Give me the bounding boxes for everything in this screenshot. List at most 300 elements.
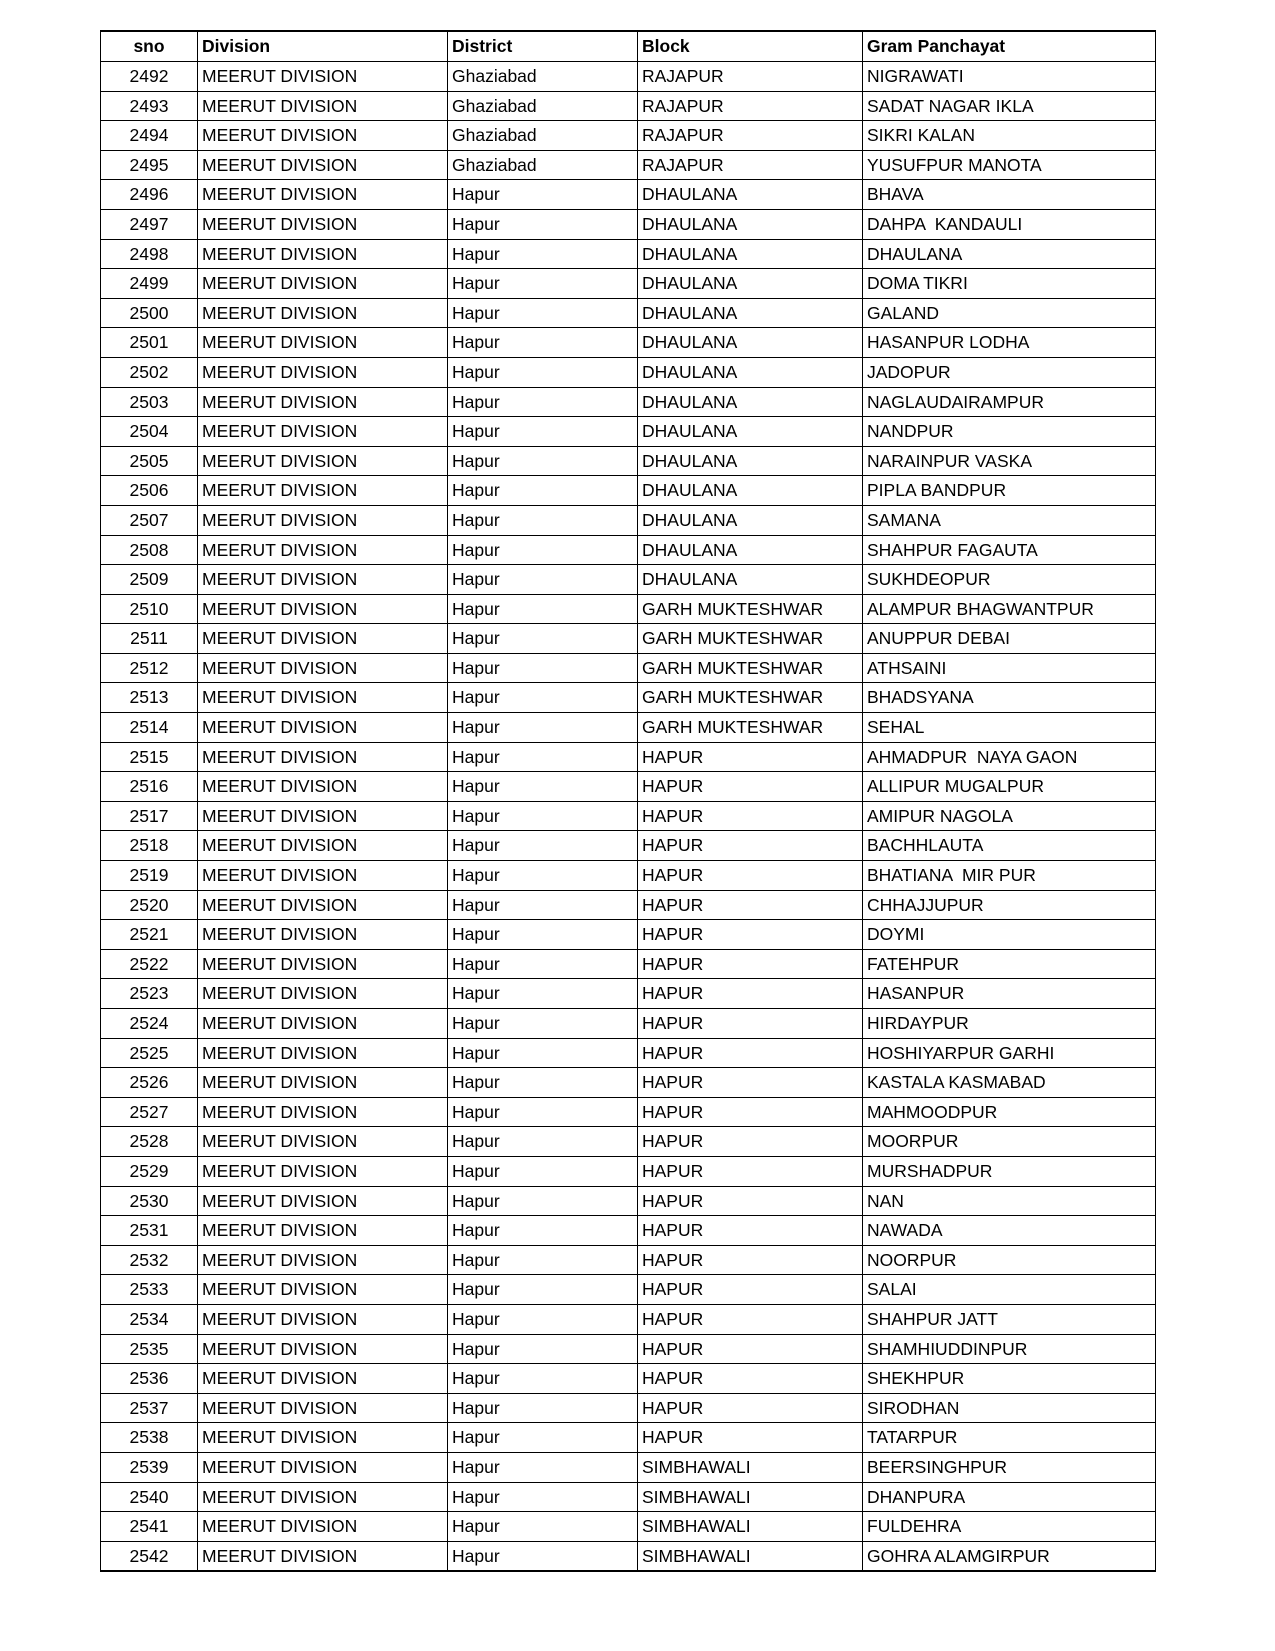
cell-gram-panchayat: GALAND bbox=[863, 298, 1156, 328]
cell-gram-panchayat: DHANPURA bbox=[863, 1482, 1156, 1512]
cell-sno: 2528 bbox=[101, 1127, 198, 1157]
cell-division: MEERUT DIVISION bbox=[198, 328, 448, 358]
cell-block: DHAULANA bbox=[638, 476, 863, 506]
cell-gram-panchayat: MAHMOODPUR bbox=[863, 1097, 1156, 1127]
cell-district: Hapur bbox=[448, 1127, 638, 1157]
cell-division: MEERUT DIVISION bbox=[198, 1482, 448, 1512]
cell-division: MEERUT DIVISION bbox=[198, 772, 448, 802]
table-row bbox=[101, 1245, 1156, 1275]
cell-division: MEERUT DIVISION bbox=[198, 535, 448, 565]
cell-district: Hapur bbox=[448, 180, 638, 210]
cell-sno: 2509 bbox=[101, 565, 198, 595]
cell-sno: 2514 bbox=[101, 713, 198, 743]
cell-sno: 2506 bbox=[101, 476, 198, 506]
cell-gram-panchayat: BACHHLAUTA bbox=[863, 831, 1156, 861]
cell-district: Hapur bbox=[448, 1156, 638, 1186]
column-header-gram-panchayat: Gram Panchayat bbox=[863, 31, 1156, 62]
cell-sno: 2511 bbox=[101, 624, 198, 654]
cell-division: MEERUT DIVISION bbox=[198, 890, 448, 920]
cell-gram-panchayat: ANUPPUR DEBAI bbox=[863, 624, 1156, 654]
cell-sno: 2523 bbox=[101, 979, 198, 1009]
cell-division: MEERUT DIVISION bbox=[198, 979, 448, 1009]
cell-gram-panchayat: NAN bbox=[863, 1186, 1156, 1216]
cell-district: Hapur bbox=[448, 594, 638, 624]
cell-block: RAJAPUR bbox=[638, 62, 863, 92]
column-header-sno: sno bbox=[101, 31, 198, 62]
cell-gram-panchayat: BEERSINGHPUR bbox=[863, 1452, 1156, 1482]
cell-block: SIMBHAWALI bbox=[638, 1452, 863, 1482]
table-row bbox=[101, 209, 1156, 239]
cell-sno: 2515 bbox=[101, 742, 198, 772]
table-row bbox=[101, 1304, 1156, 1334]
cell-division: MEERUT DIVISION bbox=[198, 1156, 448, 1186]
cell-district: Hapur bbox=[448, 920, 638, 950]
cell-district: Hapur bbox=[448, 949, 638, 979]
cell-block: HAPUR bbox=[638, 1009, 863, 1039]
table-row bbox=[101, 861, 1156, 891]
cell-district: Ghaziabad bbox=[448, 91, 638, 121]
cell-block: SIMBHAWALI bbox=[638, 1541, 863, 1571]
cell-sno: 2492 bbox=[101, 62, 198, 92]
column-header-block: Block bbox=[638, 31, 863, 62]
cell-block: HAPUR bbox=[638, 1245, 863, 1275]
cell-block: DHAULANA bbox=[638, 417, 863, 447]
table-row bbox=[101, 357, 1156, 387]
cell-sno: 2538 bbox=[101, 1423, 198, 1453]
cell-sno: 2521 bbox=[101, 920, 198, 950]
table-row bbox=[101, 180, 1156, 210]
cell-gram-panchayat: BHAVA bbox=[863, 180, 1156, 210]
table-header-row bbox=[101, 31, 1156, 62]
cell-division: MEERUT DIVISION bbox=[198, 653, 448, 683]
cell-gram-panchayat: PIPLA BANDPUR bbox=[863, 476, 1156, 506]
cell-sno: 2522 bbox=[101, 949, 198, 979]
cell-gram-panchayat: TATARPUR bbox=[863, 1423, 1156, 1453]
table-body bbox=[101, 62, 1156, 1572]
cell-gram-panchayat: MOORPUR bbox=[863, 1127, 1156, 1157]
cell-division: MEERUT DIVISION bbox=[198, 446, 448, 476]
cell-block: DHAULANA bbox=[638, 565, 863, 595]
cell-district: Hapur bbox=[448, 801, 638, 831]
cell-division: MEERUT DIVISION bbox=[198, 683, 448, 713]
cell-division: MEERUT DIVISION bbox=[198, 1009, 448, 1039]
table-row bbox=[101, 624, 1156, 654]
cell-gram-panchayat: SUKHDEOPUR bbox=[863, 565, 1156, 595]
cell-gram-panchayat: SADAT NAGAR IKLA bbox=[863, 91, 1156, 121]
table-row bbox=[101, 772, 1156, 802]
cell-district: Hapur bbox=[448, 417, 638, 447]
cell-gram-panchayat: SIRODHAN bbox=[863, 1393, 1156, 1423]
cell-sno: 2493 bbox=[101, 91, 198, 121]
cell-sno: 2503 bbox=[101, 387, 198, 417]
cell-division: MEERUT DIVISION bbox=[198, 1452, 448, 1482]
cell-district: Hapur bbox=[448, 298, 638, 328]
cell-block: DHAULANA bbox=[638, 239, 863, 269]
table-row bbox=[101, 1452, 1156, 1482]
cell-division: MEERUT DIVISION bbox=[198, 565, 448, 595]
cell-block: DHAULANA bbox=[638, 298, 863, 328]
table-row bbox=[101, 920, 1156, 950]
cell-division: MEERUT DIVISION bbox=[198, 62, 448, 92]
cell-division: MEERUT DIVISION bbox=[198, 1068, 448, 1098]
cell-division: MEERUT DIVISION bbox=[198, 742, 448, 772]
table-row bbox=[101, 505, 1156, 535]
cell-block: HAPUR bbox=[638, 920, 863, 950]
cell-sno: 2516 bbox=[101, 772, 198, 802]
table-row bbox=[101, 121, 1156, 151]
table-row bbox=[101, 91, 1156, 121]
table-row bbox=[101, 298, 1156, 328]
cell-block: GARH MUKTESHWAR bbox=[638, 653, 863, 683]
cell-district: Hapur bbox=[448, 1393, 638, 1423]
cell-district: Hapur bbox=[448, 1364, 638, 1394]
table-row bbox=[101, 62, 1156, 92]
cell-gram-panchayat: SEHAL bbox=[863, 713, 1156, 743]
cell-gram-panchayat: NAWADA bbox=[863, 1216, 1156, 1246]
cell-block: HAPUR bbox=[638, 1275, 863, 1305]
table-row bbox=[101, 269, 1156, 299]
cell-block: SIMBHAWALI bbox=[638, 1512, 863, 1542]
cell-gram-panchayat: YUSUFPUR MANOTA bbox=[863, 150, 1156, 180]
cell-district: Hapur bbox=[448, 979, 638, 1009]
cell-district: Hapur bbox=[448, 269, 638, 299]
cell-sno: 2539 bbox=[101, 1452, 198, 1482]
cell-block: HAPUR bbox=[638, 1304, 863, 1334]
cell-district: Ghaziabad bbox=[448, 121, 638, 151]
cell-district: Hapur bbox=[448, 446, 638, 476]
table-row bbox=[101, 1068, 1156, 1098]
cell-gram-panchayat: SHAMHIUDDINPUR bbox=[863, 1334, 1156, 1364]
cell-division: MEERUT DIVISION bbox=[198, 920, 448, 950]
cell-district: Hapur bbox=[448, 1245, 638, 1275]
cell-division: MEERUT DIVISION bbox=[198, 1364, 448, 1394]
cell-district: Hapur bbox=[448, 1038, 638, 1068]
cell-sno: 2540 bbox=[101, 1482, 198, 1512]
cell-sno: 2498 bbox=[101, 239, 198, 269]
cell-block: HAPUR bbox=[638, 1068, 863, 1098]
cell-block: DHAULANA bbox=[638, 535, 863, 565]
cell-block: HAPUR bbox=[638, 1038, 863, 1068]
cell-district: Ghaziabad bbox=[448, 150, 638, 180]
cell-block: HAPUR bbox=[638, 890, 863, 920]
cell-sno: 2535 bbox=[101, 1334, 198, 1364]
cell-division: MEERUT DIVISION bbox=[198, 1216, 448, 1246]
cell-division: MEERUT DIVISION bbox=[198, 594, 448, 624]
cell-gram-panchayat: HIRDAYPUR bbox=[863, 1009, 1156, 1039]
cell-division: MEERUT DIVISION bbox=[198, 1393, 448, 1423]
cell-sno: 2520 bbox=[101, 890, 198, 920]
cell-block: DHAULANA bbox=[638, 387, 863, 417]
table-row bbox=[101, 476, 1156, 506]
cell-division: MEERUT DIVISION bbox=[198, 1334, 448, 1364]
table-row bbox=[101, 1334, 1156, 1364]
table-row bbox=[101, 150, 1156, 180]
table-row bbox=[101, 949, 1156, 979]
cell-gram-panchayat: NAGLAUDAIRAMPUR bbox=[863, 387, 1156, 417]
cell-district: Hapur bbox=[448, 565, 638, 595]
cell-gram-panchayat: NANDPUR bbox=[863, 417, 1156, 447]
cell-sno: 2500 bbox=[101, 298, 198, 328]
cell-district: Hapur bbox=[448, 209, 638, 239]
cell-sno: 2502 bbox=[101, 357, 198, 387]
cell-sno: 2530 bbox=[101, 1186, 198, 1216]
cell-block: DHAULANA bbox=[638, 180, 863, 210]
cell-district: Hapur bbox=[448, 1216, 638, 1246]
table-row bbox=[101, 1364, 1156, 1394]
cell-block: RAJAPUR bbox=[638, 150, 863, 180]
cell-division: MEERUT DIVISION bbox=[198, 1097, 448, 1127]
cell-gram-panchayat: SHAHPUR JATT bbox=[863, 1304, 1156, 1334]
cell-district: Hapur bbox=[448, 1068, 638, 1098]
table-row bbox=[101, 1186, 1156, 1216]
table-row bbox=[101, 683, 1156, 713]
table-row bbox=[101, 1216, 1156, 1246]
table-row bbox=[101, 801, 1156, 831]
cell-gram-panchayat: ALLIPUR MUGALPUR bbox=[863, 772, 1156, 802]
table-row bbox=[101, 890, 1156, 920]
cell-gram-panchayat: BHADSYANA bbox=[863, 683, 1156, 713]
cell-gram-panchayat: SALAI bbox=[863, 1275, 1156, 1305]
cell-district: Hapur bbox=[448, 624, 638, 654]
cell-district: Hapur bbox=[448, 1304, 638, 1334]
table-row bbox=[101, 979, 1156, 1009]
cell-sno: 2533 bbox=[101, 1275, 198, 1305]
cell-block: HAPUR bbox=[638, 861, 863, 891]
cell-gram-panchayat: SAMANA bbox=[863, 505, 1156, 535]
cell-division: MEERUT DIVISION bbox=[198, 298, 448, 328]
cell-block: DHAULANA bbox=[638, 446, 863, 476]
cell-division: MEERUT DIVISION bbox=[198, 801, 448, 831]
cell-district: Hapur bbox=[448, 535, 638, 565]
cell-block: DHAULANA bbox=[638, 357, 863, 387]
table-header bbox=[101, 31, 1156, 62]
cell-gram-panchayat: DOMA TIKRI bbox=[863, 269, 1156, 299]
cell-block: DHAULANA bbox=[638, 209, 863, 239]
cell-gram-panchayat: FATEHPUR bbox=[863, 949, 1156, 979]
table-row bbox=[101, 1009, 1156, 1039]
cell-sno: 2534 bbox=[101, 1304, 198, 1334]
cell-gram-panchayat: NIGRAWATI bbox=[863, 62, 1156, 92]
column-header-district: District bbox=[448, 31, 638, 62]
cell-sno: 2537 bbox=[101, 1393, 198, 1423]
cell-gram-panchayat: CHHAJJUPUR bbox=[863, 890, 1156, 920]
cell-sno: 2531 bbox=[101, 1216, 198, 1246]
cell-district: Hapur bbox=[448, 1334, 638, 1364]
cell-district: Hapur bbox=[448, 1452, 638, 1482]
cell-district: Hapur bbox=[448, 387, 638, 417]
cell-division: MEERUT DIVISION bbox=[198, 357, 448, 387]
cell-division: MEERUT DIVISION bbox=[198, 505, 448, 535]
cell-gram-panchayat: GOHRA ALAMGIRPUR bbox=[863, 1541, 1156, 1571]
cell-block: HAPUR bbox=[638, 1097, 863, 1127]
cell-division: MEERUT DIVISION bbox=[198, 713, 448, 743]
cell-division: MEERUT DIVISION bbox=[198, 1245, 448, 1275]
cell-sno: 2525 bbox=[101, 1038, 198, 1068]
cell-sno: 2510 bbox=[101, 594, 198, 624]
cell-district: Hapur bbox=[448, 683, 638, 713]
cell-district: Hapur bbox=[448, 653, 638, 683]
cell-sno: 2508 bbox=[101, 535, 198, 565]
cell-gram-panchayat: SHEKHPUR bbox=[863, 1364, 1156, 1394]
cell-division: MEERUT DIVISION bbox=[198, 91, 448, 121]
cell-sno: 2527 bbox=[101, 1097, 198, 1127]
cell-district: Hapur bbox=[448, 239, 638, 269]
cell-sno: 2513 bbox=[101, 683, 198, 713]
cell-district: Hapur bbox=[448, 1541, 638, 1571]
cell-gram-panchayat: HASANPUR bbox=[863, 979, 1156, 1009]
cell-district: Hapur bbox=[448, 1512, 638, 1542]
cell-block: RAJAPUR bbox=[638, 91, 863, 121]
cell-district: Hapur bbox=[448, 1097, 638, 1127]
cell-gram-panchayat: NOORPUR bbox=[863, 1245, 1156, 1275]
table-row bbox=[101, 1127, 1156, 1157]
table-row bbox=[101, 1482, 1156, 1512]
cell-gram-panchayat: HOSHIYARPUR GARHI bbox=[863, 1038, 1156, 1068]
cell-block: HAPUR bbox=[638, 801, 863, 831]
cell-district: Hapur bbox=[448, 328, 638, 358]
cell-block: SIMBHAWALI bbox=[638, 1482, 863, 1512]
cell-district: Hapur bbox=[448, 1423, 638, 1453]
cell-district: Hapur bbox=[448, 1009, 638, 1039]
cell-gram-panchayat: ALAMPUR BHAGWANTPUR bbox=[863, 594, 1156, 624]
cell-block: HAPUR bbox=[638, 1334, 863, 1364]
cell-block: GARH MUKTESHWAR bbox=[638, 594, 863, 624]
cell-gram-panchayat: ATHSAINI bbox=[863, 653, 1156, 683]
cell-sno: 2496 bbox=[101, 180, 198, 210]
gram-panchayat-table bbox=[100, 30, 1156, 1572]
cell-gram-panchayat: DHAULANA bbox=[863, 239, 1156, 269]
cell-gram-panchayat: AHMADPUR NAYA GAON bbox=[863, 742, 1156, 772]
cell-division: MEERUT DIVISION bbox=[198, 269, 448, 299]
cell-district: Hapur bbox=[448, 772, 638, 802]
cell-block: HAPUR bbox=[638, 1186, 863, 1216]
cell-division: MEERUT DIVISION bbox=[198, 239, 448, 269]
cell-gram-panchayat: DOYMI bbox=[863, 920, 1156, 950]
table-row bbox=[101, 653, 1156, 683]
cell-block: GARH MUKTESHWAR bbox=[638, 683, 863, 713]
table-row bbox=[101, 1512, 1156, 1542]
cell-district: Hapur bbox=[448, 861, 638, 891]
table-row bbox=[101, 446, 1156, 476]
cell-sno: 2497 bbox=[101, 209, 198, 239]
cell-sno: 2526 bbox=[101, 1068, 198, 1098]
cell-gram-panchayat: DAHPA KANDAULI bbox=[863, 209, 1156, 239]
cell-district: Hapur bbox=[448, 1482, 638, 1512]
cell-gram-panchayat: NARAINPUR VASKA bbox=[863, 446, 1156, 476]
cell-sno: 2536 bbox=[101, 1364, 198, 1394]
cell-block: RAJAPUR bbox=[638, 121, 863, 151]
cell-block: DHAULANA bbox=[638, 328, 863, 358]
cell-sno: 2495 bbox=[101, 150, 198, 180]
cell-district: Hapur bbox=[448, 831, 638, 861]
cell-division: MEERUT DIVISION bbox=[198, 624, 448, 654]
cell-block: HAPUR bbox=[638, 1156, 863, 1186]
cell-district: Hapur bbox=[448, 476, 638, 506]
cell-block: HAPUR bbox=[638, 1216, 863, 1246]
cell-block: HAPUR bbox=[638, 831, 863, 861]
cell-block: DHAULANA bbox=[638, 269, 863, 299]
cell-sno: 2505 bbox=[101, 446, 198, 476]
table-row bbox=[101, 1038, 1156, 1068]
cell-division: MEERUT DIVISION bbox=[198, 180, 448, 210]
cell-sno: 2512 bbox=[101, 653, 198, 683]
table-row bbox=[101, 535, 1156, 565]
cell-block: HAPUR bbox=[638, 1423, 863, 1453]
cell-sno: 2524 bbox=[101, 1009, 198, 1039]
cell-gram-panchayat: AMIPUR NAGOLA bbox=[863, 801, 1156, 831]
table-row bbox=[101, 1393, 1156, 1423]
cell-gram-panchayat: MURSHADPUR bbox=[863, 1156, 1156, 1186]
cell-block: HAPUR bbox=[638, 1364, 863, 1394]
cell-division: MEERUT DIVISION bbox=[198, 1423, 448, 1453]
table-row bbox=[101, 713, 1156, 743]
cell-sno: 2542 bbox=[101, 1541, 198, 1571]
table-row bbox=[101, 1275, 1156, 1305]
table-row bbox=[101, 1541, 1156, 1571]
cell-block: HAPUR bbox=[638, 1393, 863, 1423]
cell-sno: 2499 bbox=[101, 269, 198, 299]
table-row bbox=[101, 1097, 1156, 1127]
cell-division: MEERUT DIVISION bbox=[198, 1512, 448, 1542]
cell-division: MEERUT DIVISION bbox=[198, 150, 448, 180]
cell-gram-panchayat: SIKRI KALAN bbox=[863, 121, 1156, 151]
cell-district: Hapur bbox=[448, 742, 638, 772]
cell-gram-panchayat: SHAHPUR FAGAUTA bbox=[863, 535, 1156, 565]
cell-division: MEERUT DIVISION bbox=[198, 476, 448, 506]
cell-block: HAPUR bbox=[638, 742, 863, 772]
cell-division: MEERUT DIVISION bbox=[198, 949, 448, 979]
cell-gram-panchayat: JADOPUR bbox=[863, 357, 1156, 387]
cell-division: MEERUT DIVISION bbox=[198, 1127, 448, 1157]
table-row bbox=[101, 1156, 1156, 1186]
table-row bbox=[101, 417, 1156, 447]
cell-sno: 2517 bbox=[101, 801, 198, 831]
table-row bbox=[101, 328, 1156, 358]
cell-division: MEERUT DIVISION bbox=[198, 121, 448, 151]
cell-district: Hapur bbox=[448, 713, 638, 743]
cell-block: HAPUR bbox=[638, 772, 863, 802]
cell-block: GARH MUKTESHWAR bbox=[638, 713, 863, 743]
cell-division: MEERUT DIVISION bbox=[198, 1186, 448, 1216]
table-row bbox=[101, 594, 1156, 624]
cell-division: MEERUT DIVISION bbox=[198, 861, 448, 891]
cell-sno: 2541 bbox=[101, 1512, 198, 1542]
cell-sno: 2501 bbox=[101, 328, 198, 358]
cell-block: HAPUR bbox=[638, 949, 863, 979]
column-header-division: Division bbox=[198, 31, 448, 62]
cell-division: MEERUT DIVISION bbox=[198, 1541, 448, 1571]
cell-sno: 2529 bbox=[101, 1156, 198, 1186]
table-row bbox=[101, 387, 1156, 417]
cell-district: Hapur bbox=[448, 1186, 638, 1216]
cell-gram-panchayat: HASANPUR LODHA bbox=[863, 328, 1156, 358]
table-row bbox=[101, 1423, 1156, 1453]
cell-gram-panchayat: BHATIANA MIR PUR bbox=[863, 861, 1156, 891]
cell-division: MEERUT DIVISION bbox=[198, 417, 448, 447]
cell-sno: 2518 bbox=[101, 831, 198, 861]
cell-division: MEERUT DIVISION bbox=[198, 387, 448, 417]
cell-gram-panchayat: FULDEHRA bbox=[863, 1512, 1156, 1542]
cell-block: HAPUR bbox=[638, 979, 863, 1009]
table-row bbox=[101, 831, 1156, 861]
table-row bbox=[101, 239, 1156, 269]
cell-division: MEERUT DIVISION bbox=[198, 1038, 448, 1068]
cell-division: MEERUT DIVISION bbox=[198, 209, 448, 239]
cell-district: Ghaziabad bbox=[448, 62, 638, 92]
cell-district: Hapur bbox=[448, 1275, 638, 1305]
cell-sno: 2494 bbox=[101, 121, 198, 151]
table-row bbox=[101, 742, 1156, 772]
